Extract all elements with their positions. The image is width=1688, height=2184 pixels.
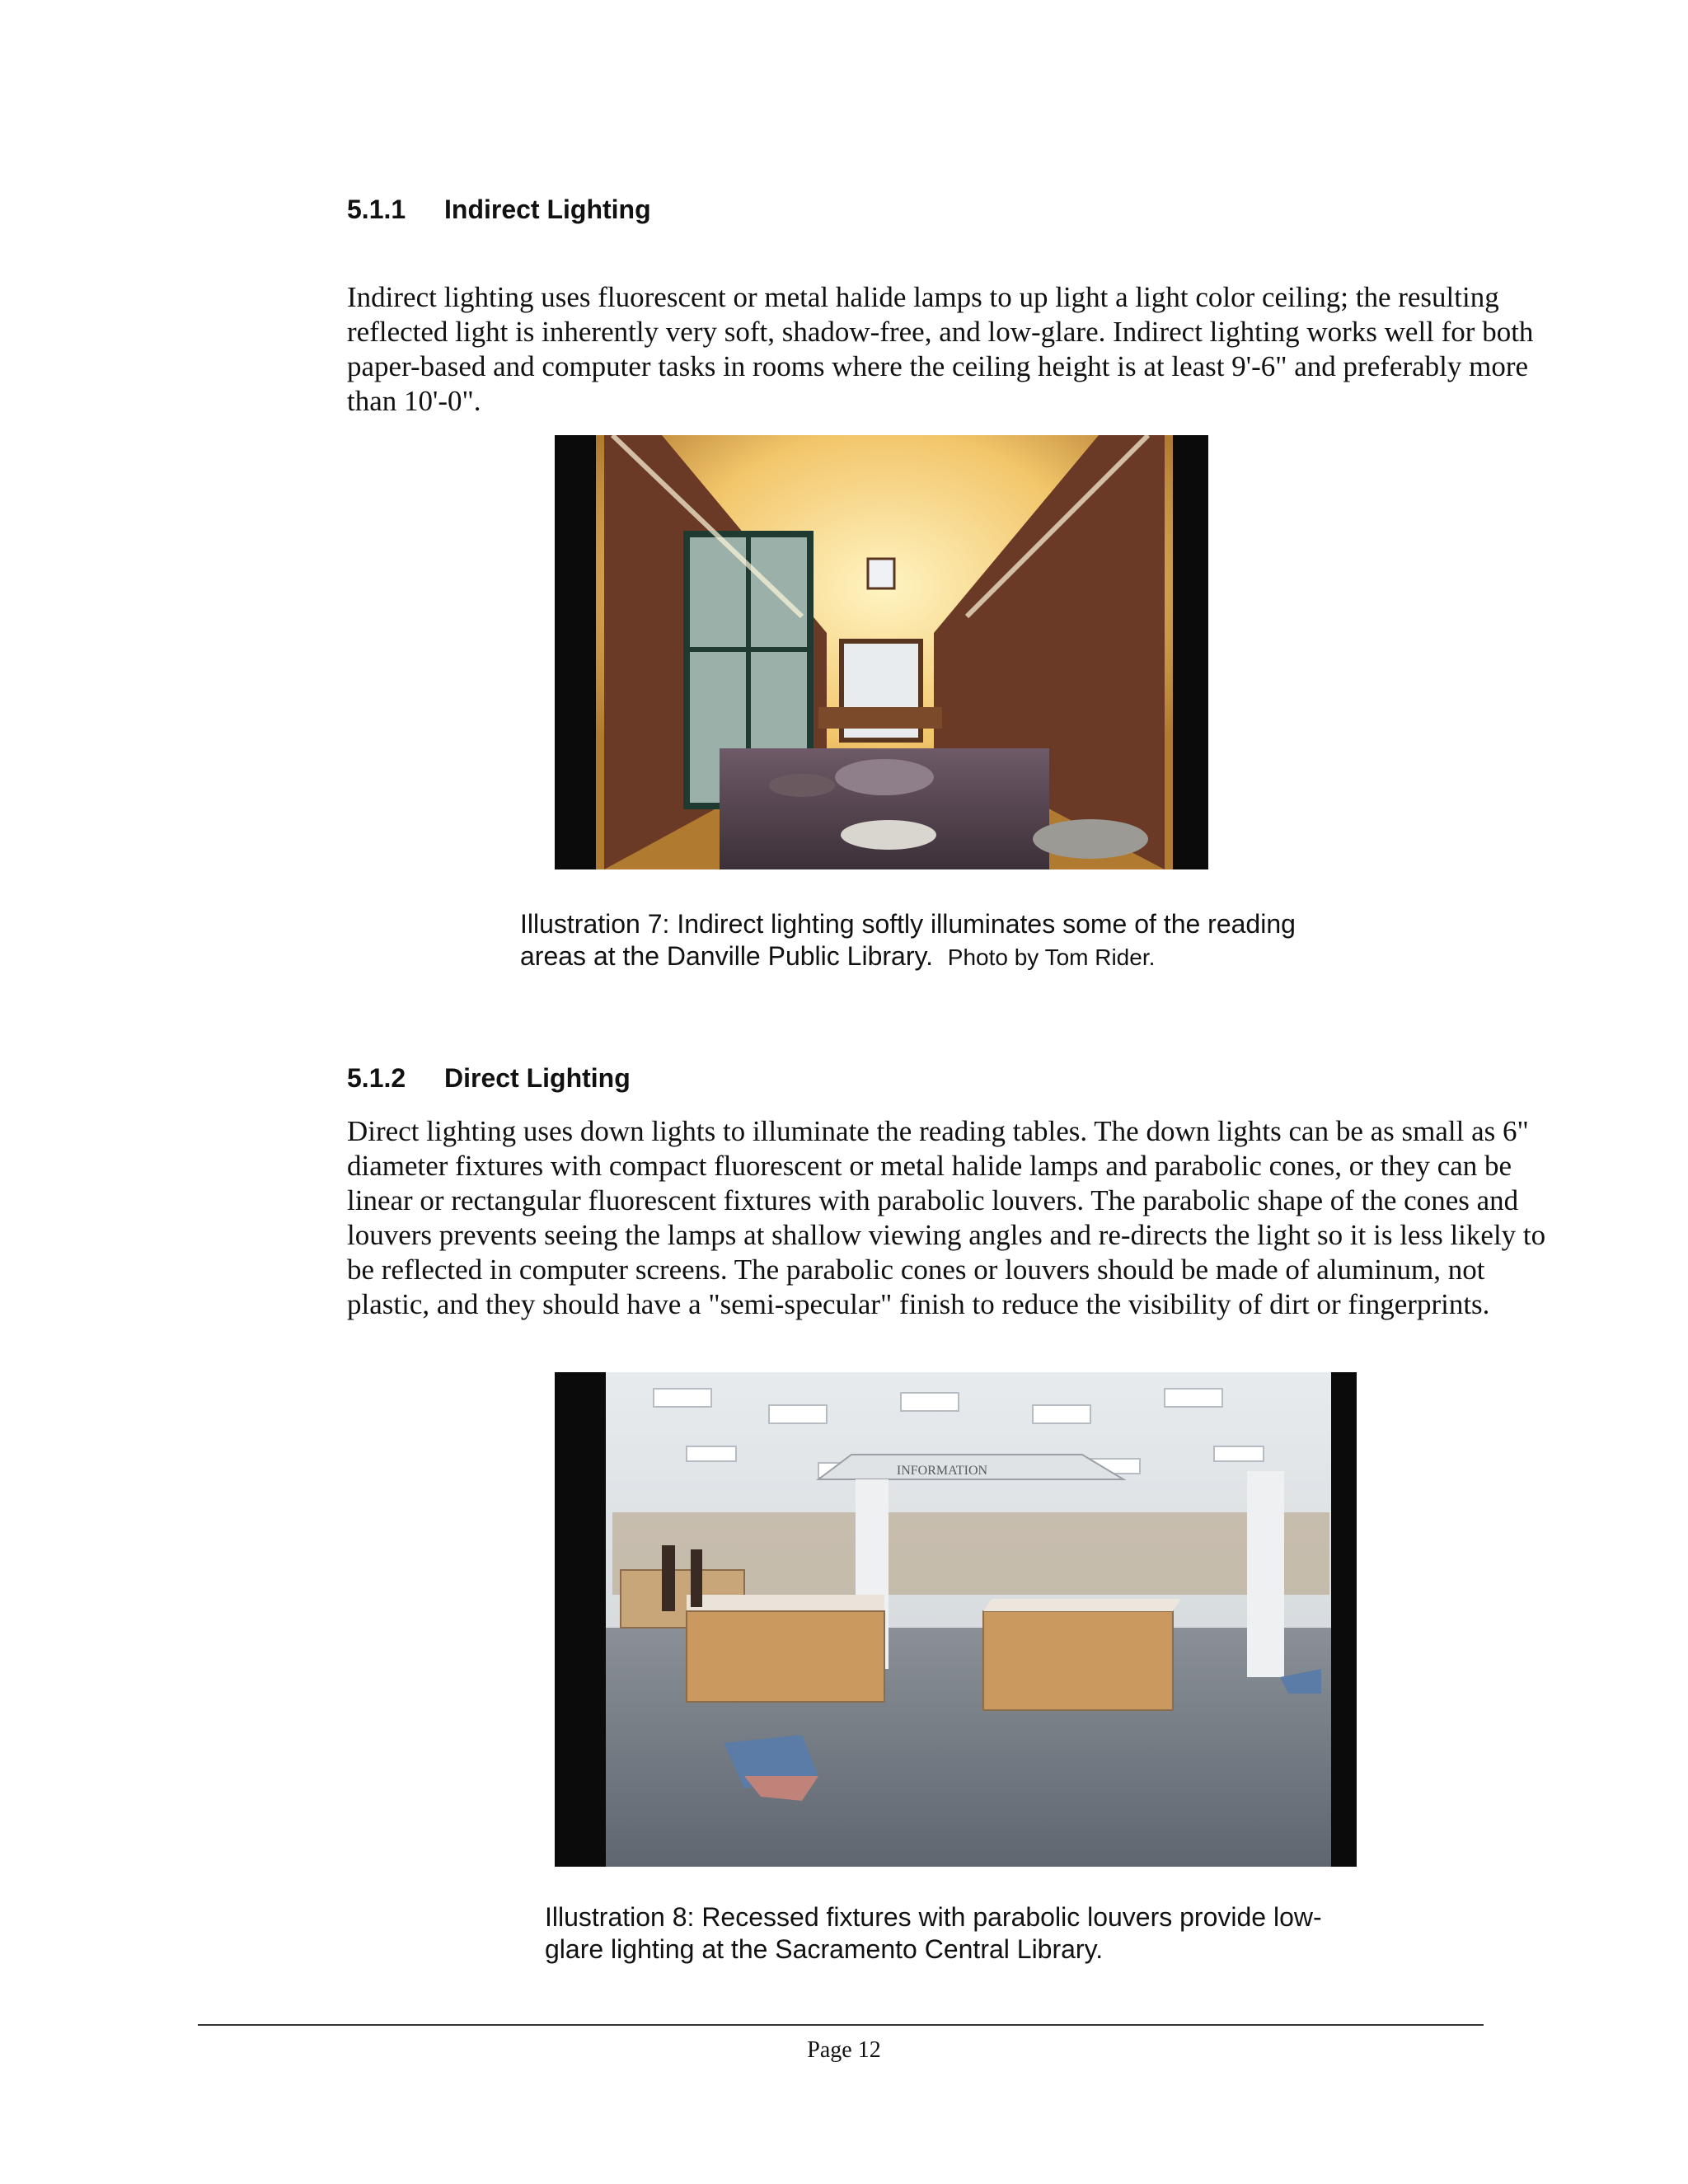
information-desk-photo-drawing [555,1372,1357,1867]
section-number: 5.1.2 [347,1063,406,1093]
section-number: 5.1.1 [347,194,406,224]
section-title: Indirect Lighting [444,194,651,224]
illustration-7-caption [520,908,1344,973]
page-number: Page 12 [807,2037,881,2063]
indirect-lighting-paragraph: Indirect lighting uses fluorescent or metal halide lamps to up light a light color ceiling; the resulting reflected light is inherently very soft, shadow-free, and low-glare. Indirect lighting works well for both paper-based and computer tasks in rooms where the ceiling height is at least 9'-6" and preferably more than 10'-0". [347,281,1534,417]
reading-room-photo-drawing [555,435,1208,869]
section-5-1-1-heading [347,194,651,225]
footer-divider [198,2024,1484,2026]
photo-credit: Photo by Tom Rider. [947,944,1156,970]
direct-lighting-paragraph: Direct lighting uses down lights to illuminate the reading tables. The down lights can be as small as 6" diameter fixtures with compact fluorescent or metal halide lamps and parabolic cones, or they can be linear or rectangular fluorescent fixtures with parabolic louvers. The parabolic shape of the cones and louvers prevents seeing the lamps at shallow viewing angles and re-directs the light so it is less likely to be reflected in computer screens. The parabolic cones or louvers should be made of aluminum, not plastic, and they should have a "semi-specular" finish to reduce the visibility of dirt or fingerprints. [347,1115,1546,1320]
illustration-7-caption-text: Illustration 7: Indirect lighting softly illuminates some of the reading areas at the Danville Public Library. [520,909,1296,971]
illustration-8-caption: Illustration 8: Recessed fixtures with parabolic louvers provide low-glare lighting at the Sacramento Central Library. [545,1902,1322,1964]
information-sign: INFORMATION [896,1464,988,1478]
illustration-8-photo [555,1372,1357,1867]
section-5-1-2-heading [347,1063,631,1094]
illustration-7-photo [555,435,1208,869]
section-title: Direct Lighting [444,1063,631,1093]
